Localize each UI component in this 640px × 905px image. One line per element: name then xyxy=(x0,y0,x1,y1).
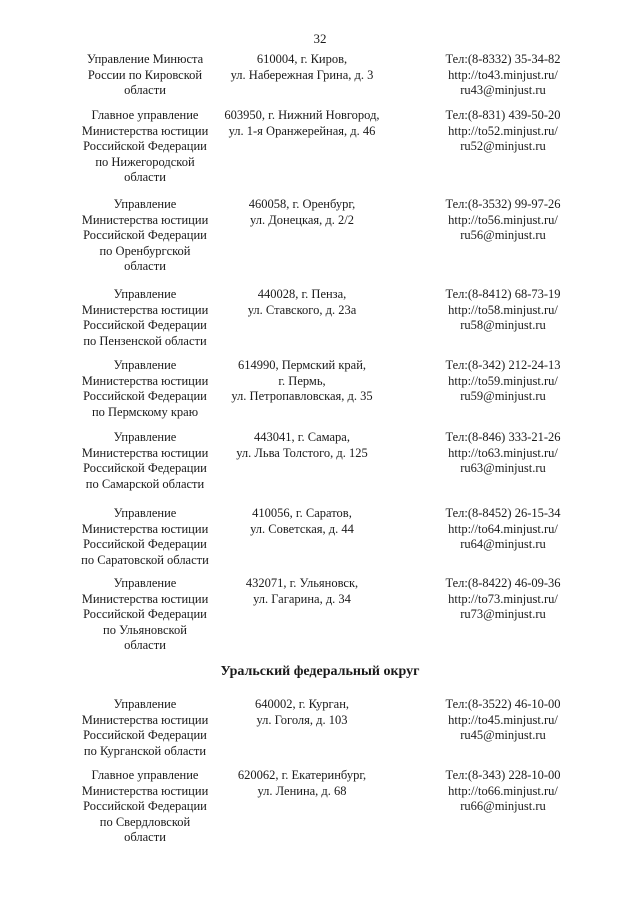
agency-name xyxy=(58,108,232,186)
agency-name xyxy=(58,197,232,275)
agency-name-line: Управление xyxy=(113,430,177,444)
agency-contacts-line: ru59@minjust.ru xyxy=(460,389,546,403)
agency-name-line: по Нижегородской xyxy=(95,154,195,169)
agency-address-line: ул. Донецкая, д. 2/2 xyxy=(250,212,354,227)
agency-contacts-line: http://to63.minjust.ru/ xyxy=(448,445,558,460)
agency-contacts-line: Тел:(8-343) 228-10-00 xyxy=(445,768,561,782)
agency-name-line: Управление xyxy=(113,358,177,372)
agency-address-line: г. Пермь, xyxy=(278,373,326,388)
agency-name-line: Министерства юстиции xyxy=(81,783,209,798)
agency-address xyxy=(212,287,392,318)
agency-address xyxy=(212,358,392,405)
agency-contacts-line: ru64@minjust.ru xyxy=(460,537,546,551)
agency-name xyxy=(58,506,232,568)
agency-address xyxy=(212,52,392,83)
agency-name-line: Управление xyxy=(113,197,177,211)
agency-name-line: Министерства юстиции xyxy=(81,302,209,317)
agency-contacts-line: ru43@minjust.ru xyxy=(460,83,546,97)
page-number: 32 xyxy=(313,31,327,46)
agency-contacts-line: http://to73.minjust.ru/ xyxy=(448,591,558,606)
agency-name-line: Российской Федерации xyxy=(83,728,207,742)
agency-name-line: Российской Федерации xyxy=(83,318,207,332)
agency-contacts-line: http://to43.minjust.ru/ xyxy=(448,67,558,82)
agency-contacts-line: ru63@minjust.ru xyxy=(460,461,546,475)
agency-contacts-line: Тел:(8-3522) 46-10-00 xyxy=(445,697,561,711)
agency-address-line: ул. Гоголя, д. 103 xyxy=(256,712,348,727)
agency-name xyxy=(58,358,232,420)
agency-name-line: Управление xyxy=(113,576,177,590)
agency-name-line: Главное управление xyxy=(91,768,199,782)
agency-address-line: ул. Петропавловская, д. 35 xyxy=(231,389,373,403)
agency-contacts xyxy=(408,197,598,244)
agency-name xyxy=(58,430,232,492)
agency-name-line: Главное управление xyxy=(91,108,199,122)
agency-address xyxy=(212,576,392,607)
agency-name-line: Российской Федерации xyxy=(83,537,207,551)
agency-address-line: ул. Набережная Грина, д. 3 xyxy=(230,67,374,82)
agency-address-line: 640002, г. Курган, xyxy=(254,697,350,711)
agency-contacts-line: http://to52.minjust.ru/ xyxy=(448,123,558,138)
agency-address-line: ул. Ставского, д. 23а xyxy=(247,302,357,317)
agency-address-line: 460058, г. Оренбург, xyxy=(248,197,356,211)
agency-contacts-line: Тел:(8-8422) 46-09-36 xyxy=(445,576,561,590)
agency-address xyxy=(212,768,392,799)
agency-contacts-line: Тел:(8-342) 212-24-13 xyxy=(445,358,561,372)
agency-name-line: Российской Федерации xyxy=(83,799,207,813)
agency-name-line: Управление xyxy=(113,697,177,711)
agency-address-line: 410056, г. Саратов, xyxy=(252,506,352,520)
agency-address xyxy=(212,197,392,228)
agency-address-line: ул. Гагарина, д. 34 xyxy=(253,591,351,606)
agency-contacts xyxy=(408,576,598,623)
agency-name-line: Российской Федерации xyxy=(83,389,207,403)
agency-contacts-line: http://to66.minjust.ru/ xyxy=(448,783,558,798)
agency-name xyxy=(58,576,232,654)
agency-contacts xyxy=(408,506,598,553)
agency-contacts-line: ru52@minjust.ru xyxy=(460,139,546,153)
agency-contacts xyxy=(408,768,598,815)
agency-name-line: Управление xyxy=(113,506,177,520)
agency-name-line: области xyxy=(124,170,166,184)
agency-address-line: 610004, г. Киров, xyxy=(256,52,348,66)
agency-address-line: ул. Ленина, д. 68 xyxy=(257,783,347,798)
agency-address xyxy=(212,697,392,728)
agency-contacts-line: ru73@minjust.ru xyxy=(460,607,546,621)
agency-contacts-line: Тел:(8-846) 333-21-26 xyxy=(445,430,561,444)
agency-name-line: по Самарской области xyxy=(85,476,205,491)
agency-address-line: ул. Советская, д. 44 xyxy=(250,521,354,536)
agency-name-line: Министерства юстиции xyxy=(81,123,209,138)
agency-contacts xyxy=(408,430,598,477)
agency-name-line: Министерства юстиции xyxy=(81,212,209,227)
agency-name-line: области xyxy=(124,830,166,844)
agency-name xyxy=(58,52,232,99)
agency-contacts-line: http://to56.minjust.ru/ xyxy=(448,212,558,227)
agency-address-line: 443041, г. Самара, xyxy=(254,430,350,444)
agency-contacts-line: Тел:(8-8412) 68-73-19 xyxy=(445,287,561,301)
agency-contacts-line: Тел:(8-3532) 99-97-26 xyxy=(445,197,561,211)
agency-name-line: по Пермскому краю xyxy=(91,404,199,419)
agency-name xyxy=(58,768,232,846)
agency-address-line: 603950, г. Нижний Новгород, xyxy=(224,108,380,122)
agency-name xyxy=(58,697,232,759)
agency-name-line: по Курганской области xyxy=(83,743,207,758)
agency-contacts-line: Тел:(8-8332) 35-34-82 xyxy=(445,52,561,66)
agency-name-line: области xyxy=(124,83,166,97)
agency-name-line: области xyxy=(124,638,166,652)
agency-name xyxy=(58,287,232,349)
agency-contacts-line: http://to45.minjust.ru/ xyxy=(448,712,558,727)
agency-name-line: Министерства юстиции xyxy=(81,521,209,536)
agency-address xyxy=(212,108,392,139)
agency-contacts-line: ru66@minjust.ru xyxy=(460,799,546,813)
agency-name-line: Министерства юстиции xyxy=(81,591,209,606)
agency-contacts-line: http://to59.minjust.ru/ xyxy=(448,373,558,388)
agency-contacts xyxy=(408,287,598,334)
agency-contacts-line: ru45@minjust.ru xyxy=(460,728,546,742)
agency-address-line: 614990, Пермский край, xyxy=(237,358,367,372)
agency-contacts xyxy=(408,108,598,155)
agency-address-line: ул. Льва Толстого, д. 125 xyxy=(236,445,368,460)
agency-name-line: России по Кировской xyxy=(87,67,203,82)
agency-contacts xyxy=(408,697,598,744)
agency-name-line: Российской Федерации xyxy=(83,461,207,475)
agency-contacts-line: http://to64.minjust.ru/ xyxy=(448,521,558,536)
agency-contacts-line: http://to58.minjust.ru/ xyxy=(448,302,558,317)
agency-address xyxy=(212,430,392,461)
agency-name-line: области xyxy=(124,259,166,273)
agency-name-line: по Свердловской xyxy=(99,814,191,829)
agency-contacts xyxy=(408,52,598,99)
agency-name-line: по Пензенской области xyxy=(83,333,207,348)
agency-name-line: Управление xyxy=(113,287,177,301)
agency-address xyxy=(212,506,392,537)
agency-name-line: по Ульяновской xyxy=(103,622,187,637)
agency-address-line: 440028, г. Пенза, xyxy=(257,287,347,301)
agency-name-line: Российской Федерации xyxy=(83,139,207,153)
agency-contacts-line: ru56@minjust.ru xyxy=(460,228,546,242)
section-heading-ural: Уральский федеральный округ xyxy=(220,664,420,679)
agency-address-line: ул. 1-я Оранжерейная, д. 46 xyxy=(228,123,376,138)
agency-name-line: Российской Федерации xyxy=(83,228,207,242)
agency-name-line: Министерства юстиции xyxy=(81,373,209,388)
agency-name-line: по Саратовской области xyxy=(81,552,209,567)
agency-contacts-line: Тел:(8-8452) 26-15-34 xyxy=(445,506,561,520)
agency-contacts-line: Тел:(8-831) 439-50-20 xyxy=(445,108,561,122)
agency-name-line: Российской Федерации xyxy=(83,607,207,621)
agency-name-line: Министерства юстиции xyxy=(81,712,209,727)
agency-address-line: 432071, г. Ульяновск, xyxy=(245,576,359,590)
agency-address-line: 620062, г. Екатеринбург, xyxy=(237,768,367,782)
agency-name-line: Министерства юстиции xyxy=(81,445,209,460)
agency-contacts-line: ru58@minjust.ru xyxy=(460,318,546,332)
agency-name-line: по Оренбургской xyxy=(99,243,191,258)
agency-name-line: Управление Минюста xyxy=(86,52,204,66)
agency-contacts xyxy=(408,358,598,405)
